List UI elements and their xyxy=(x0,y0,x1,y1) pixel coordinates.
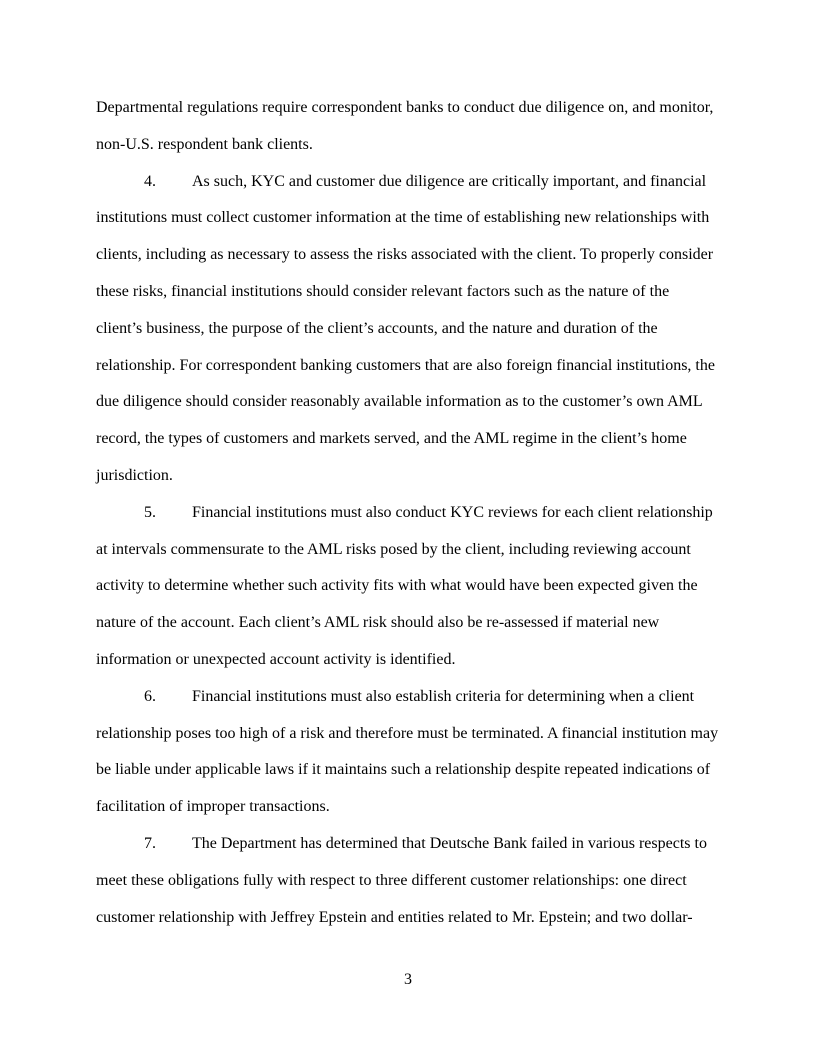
paragraph-first-line xyxy=(96,495,720,532)
paragraph-5 xyxy=(96,495,720,679)
paragraph-first-line-text: As such, KYC and customer due diligence are critically important, and financial xyxy=(192,172,707,190)
text-line: customer relationship with Jeffrey Epstein and entities related to Mr. Epstein; and two dollar- xyxy=(96,908,693,926)
paragraph-6 xyxy=(96,679,720,826)
paragraph-number: 7. xyxy=(144,834,156,852)
text-line: institutions must collect customer information at the time of establishing new relationships with xyxy=(96,209,710,227)
text-line: be liable under applicable laws if it maintains such a relationship despite repeated indications of xyxy=(96,761,711,779)
text-line: jurisdiction. xyxy=(96,466,173,484)
paragraph-number: 6. xyxy=(144,687,156,705)
paragraph-first-line-text: Financial institutions must also conduct KYC reviews for each client relationship xyxy=(192,503,713,521)
text-line: facilitation of improper transactions. xyxy=(96,798,330,816)
paragraph-7 xyxy=(96,826,720,936)
paragraph-number: 5. xyxy=(144,503,156,521)
paragraph-4 xyxy=(96,164,720,495)
text-line: client’s business, the purpose of the client’s accounts, and the nature and duration of the xyxy=(96,319,658,337)
text-line: non-U.S. respondent bank clients. xyxy=(96,135,313,153)
text-line: due diligence should consider reasonably available information as to the customer’s own AML xyxy=(96,393,703,411)
text-line: meet these obligations fully with respect to three different customer relationships: one direct xyxy=(96,871,687,889)
text-line: record, the types of customers and markets served, and the AML regime in the client’s home xyxy=(96,430,687,448)
text-line: relationship. For correspondent banking customers that are also foreign financial institutions, the xyxy=(96,356,715,374)
paragraph-first-line xyxy=(96,679,720,716)
text-line: information or unexpected account activity is identified. xyxy=(96,650,456,668)
paragraph-number: 4. xyxy=(144,172,156,190)
text-line: activity to determine whether such activity fits with what would have been expected given the xyxy=(96,577,698,595)
text-line: nature of the account. Each client’s AML risk should also be re-assessed if material new xyxy=(96,614,660,632)
text-line: clients, including as necessary to assess the risks associated with the client. To properly consider xyxy=(96,246,714,264)
text-line: at intervals commensurate to the AML risks posed by the client, including reviewing account xyxy=(96,540,691,558)
paragraph-first-line-text: Financial institutions must also establish criteria for determining when a client xyxy=(192,687,695,705)
paragraph-first-line xyxy=(96,826,720,863)
paragraph-first-line xyxy=(96,164,720,201)
text-line: these risks, financial institutions should consider relevant factors such as the nature of the xyxy=(96,282,670,300)
document-body xyxy=(96,90,720,936)
text-line: Departmental regulations require correspondent banks to conduct due diligence on, and monitor, xyxy=(96,99,714,116)
text-line: relationship poses too high of a risk and therefore must be terminated. A financial institution may xyxy=(96,724,719,742)
paragraph-first-line-text: The Department has determined that Deutsche Bank failed in various respects to xyxy=(192,834,707,852)
page-number: 3 xyxy=(404,971,412,988)
